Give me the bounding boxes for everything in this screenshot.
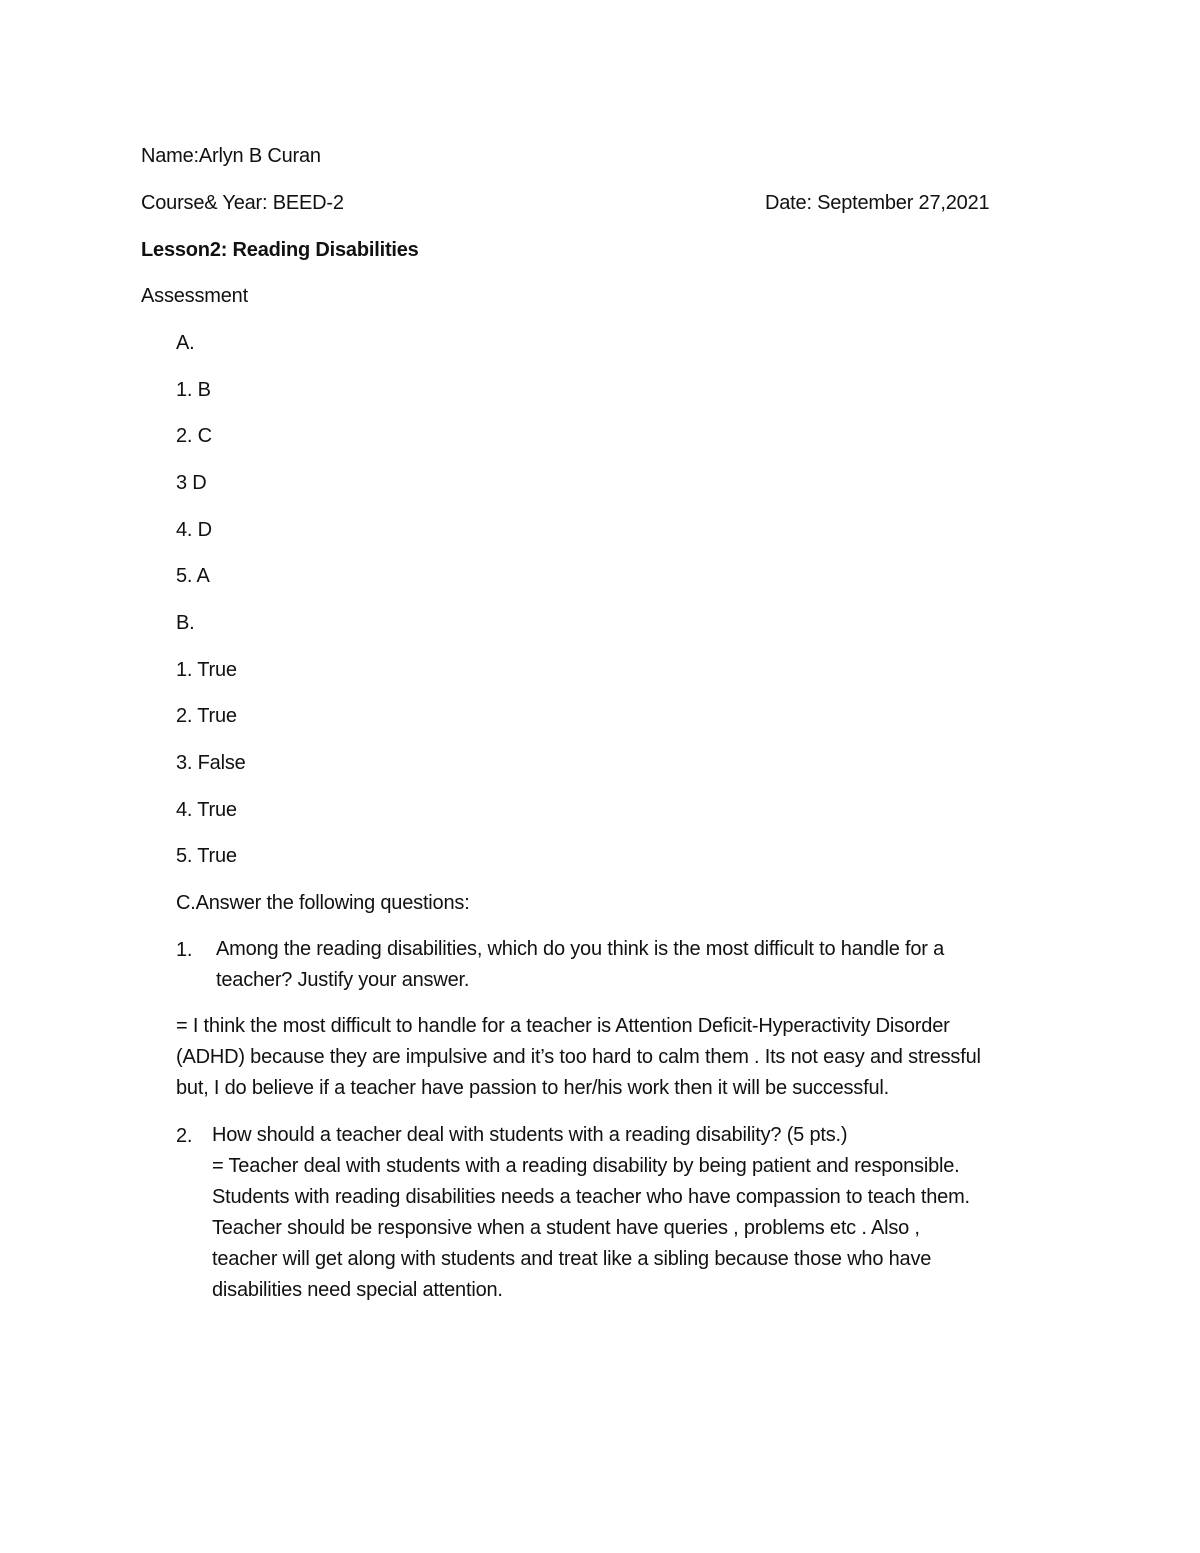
answer-2-line: disabilities need special attention. [212,1279,503,1301]
answer-2-line: Teacher should be responsive when a student have queries , problems etc . Also , [212,1217,920,1239]
question-2-number: 2. [176,1125,193,1147]
question-2-text [212,1120,970,1306]
part-b-answer: 5. True [176,845,237,867]
part-b-answer: 3. False [176,752,246,774]
answer-2-line: = Teacher deal with students with a reading disability by being patient and responsible. [212,1155,960,1177]
part-b-answer: 4. True [176,799,237,821]
question-1-number: 1. [176,939,193,961]
answer-1-text [176,1011,981,1104]
answer-2-line: Students with reading disabilities needs a teacher who have compassion to teach them. [212,1186,970,1208]
part-a-answer: 2. C [176,425,212,447]
student-name: Name:Arlyn B Curan [141,145,321,167]
answer-1-line: (ADHD) because they are impulsive and it’s too hard to calm them . Its not easy and stressful [176,1046,981,1068]
course-year: Course& Year: BEED-2 [141,192,344,214]
answer-1-line: but, I do believe if a teacher have passion to her/his work then it will be successful. [176,1077,889,1099]
part-c-label: C.Answer the following questions: [176,892,470,914]
part-b-label: B. [176,612,195,634]
part-a-answer: 4. D [176,519,212,541]
lesson-title: Lesson2: Reading Disabilities [141,239,419,261]
answer-2-line: teacher will get along with students and treat like a sibling because those who have [212,1248,932,1270]
question-2-line: How should a teacher deal with students with a reading disability? (5 pts.) [212,1124,848,1146]
part-a-label: A. [176,332,195,354]
assessment-heading: Assessment [141,285,248,307]
part-a-answer: 5. A [176,565,210,587]
part-b-answer: 1. True [176,659,237,681]
answer-1-line: = I think the most difficult to handle for a teacher is Attention Deficit-Hyperactivity Disorder [176,1015,950,1037]
question-1-line: Among the reading disabilities, which do you think is the most difficult to handle for a [216,938,945,960]
question-1-line: teacher? Justify your answer. [216,969,470,991]
part-a-answer: 3 D [176,472,207,494]
date: Date: September 27,2021 [765,192,990,214]
part-a-answer: 1. B [176,379,211,401]
question-1-text [216,934,944,996]
part-b-answer: 2. True [176,705,237,727]
